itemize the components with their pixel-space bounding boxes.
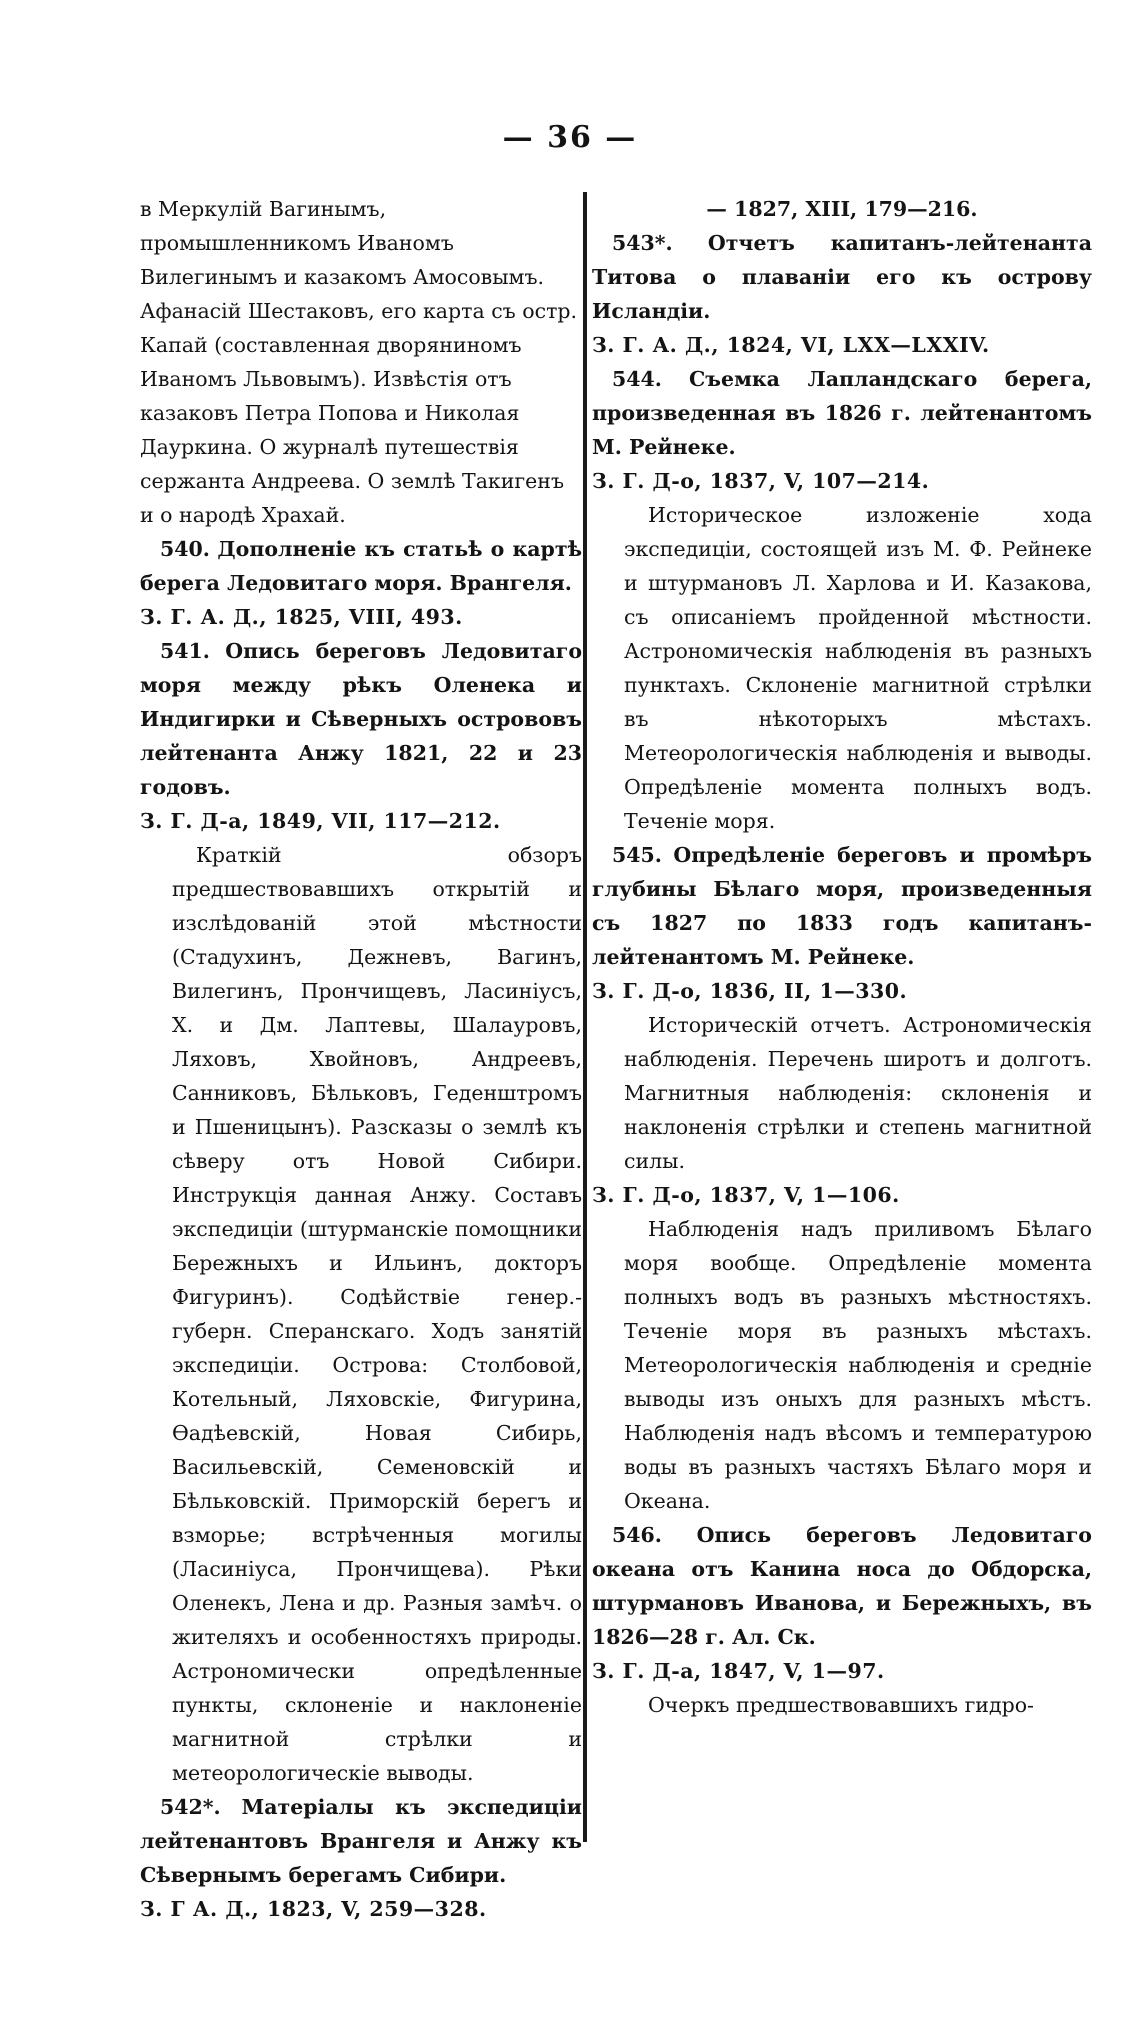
entry-541-title xyxy=(140,634,582,804)
entry-544-heading: Съемка Лапландскаго берега, произведенная въ 1826 г. лейтенантомъ М. Рейнеке. xyxy=(592,367,1092,459)
entry-540-heading: Дополненіе къ статьѣ о картѣ берега Ледовитаго моря. Врангеля. xyxy=(140,537,582,595)
entry-545-source: З. Г. Д-о, 1836, II, 1—330. xyxy=(592,979,908,1003)
entry-543-number: 543*. xyxy=(612,231,673,255)
right-lead-text: — 1827, XIII, 179—216. xyxy=(706,197,978,221)
page-number: — 36 — xyxy=(502,120,638,155)
entry-540-number: 540. xyxy=(160,537,210,561)
entry-540-title xyxy=(140,532,582,600)
entry-546-description: Очеркъ предшествовавшихъ гидро- xyxy=(648,1693,1034,1717)
entry-544-source: З. Г. Д-о, 1837, V, 107—214. xyxy=(592,469,930,493)
entry-541-source: З. Г. Д-а, 1849, VII, 117—212. xyxy=(140,809,501,833)
entry-543-source: З. Г. А. Д., 1824, VI, LXX—LXXIV. xyxy=(592,333,990,357)
column-divider xyxy=(583,192,587,1842)
entry-545-source-2: З. Г. Д-о, 1837, V, 1—106. xyxy=(592,1183,900,1207)
left-lead-text: в Меркулій Вагинымъ, промышленникомъ Иваномъ Вилегинымъ и казакомъ Амосовымъ. Афанасій Шестаковъ, его карта съ остр. Капай (составленная дворяниномъ Иваномъ Львовымъ). Извѣстія отъ казаковъ Петра Попова и Николая Дауркина. О журналѣ путешествія сержанта Андреева. О землѣ Такигенъ и о народѣ Храхай. xyxy=(140,197,578,527)
entry-540-source: З. Г. А. Д., 1825, VIII, 493. xyxy=(140,605,463,629)
entry-546-heading: Опись береговъ Ледовитаго океана отъ Канина носа до Обдорска, штурмановъ Иванова, и Бережныхъ, въ 1826—28 г. Ал. Ск. xyxy=(592,1523,1092,1649)
entry-544-title xyxy=(592,362,1092,464)
entry-546-number: 546. xyxy=(612,1523,662,1547)
entry-542-source: З. Г А. Д., 1823, V, 259—328. xyxy=(140,1897,487,1921)
entry-544-description: Историческое изложеніе хода экспедиціи, состоящей изъ М. Ф. Рейнеке и штурмановъ Л. Харлова и И. Казакова, съ описаніемъ пройденной мѣстности. Астрономическія наблюденія въ разныхъ пунктахъ. Склоненіе магнитной стрѣлки въ нѣкоторыхъ мѣстахъ. Метеорологическія наблюденія и выводы. Опредѣленіе момента полныхъ водъ. Теченіе моря. xyxy=(624,503,1092,833)
right-column xyxy=(592,192,1092,1722)
entry-542-title xyxy=(140,1790,582,1892)
entry-546-source: З. Г. Д-а, 1847, V, 1—97. xyxy=(592,1659,885,1683)
entry-542-heading: Матеріалы къ экспедиціи лейтенантовъ Врангеля и Анжу къ Сѣвернымъ берегамъ Сибири. xyxy=(140,1795,582,1887)
entry-541-number: 541. xyxy=(160,639,210,663)
entry-542-number: 542*. xyxy=(160,1795,221,1819)
entry-546-title xyxy=(592,1518,1092,1654)
entry-545-description: Историческій отчетъ. Астрономическія наблюденія. Перечень широтъ и долготъ. Магнитныя наблюденія: склоненія и наклоненія стрѣлки и степень магнитной силы. xyxy=(624,1013,1092,1173)
entry-544-number: 544. xyxy=(612,367,662,391)
entry-543-heading: Отчетъ капитанъ-лейтенанта Титова о плаваніи его къ острову Исландіи. xyxy=(592,231,1092,323)
entry-545-description-2: Наблюденія надъ приливомъ Бѣлаго моря вообще. Опредѣленіе момента полныхъ водъ въ разныхъ мѣстностяхъ. Теченіе моря въ разныхъ мѣстахъ. Метеорологическія наблюденія и средніе выводы изъ оныхъ для разныхъ мѣстъ. Наблюденія надъ вѣсомъ и температурою воды въ разныхъ частяхъ Бѣлаго моря и Океана. xyxy=(624,1217,1092,1513)
entry-541-heading: Опись береговъ Ледовитаго моря между рѣкъ Оленека и Индигирки и Сѣверныхъ острововъ лейтенанта Анжу 1821, 22 и 23 годовъ. xyxy=(140,639,582,799)
entry-545-heading: Опредѣленіе береговъ и промѣръ глубины Бѣлаго моря, произведенныя съ 1827 по 1833 годъ капитанъ-лейтенантомъ М. Рейнеке. xyxy=(592,843,1092,969)
entry-541-description: Краткій обзоръ предшествовавшихъ открытій и изслѣдованій этой мѣстности (Стадухинъ, Дежневъ, Вагинъ, Вилегинъ, Прончищевъ, Ласиніусъ, Х. и Дм. Лаптевы, Шалауровъ, Ляховъ, Хвойновъ, Андреевъ, Санниковъ, Бѣльковъ, Геденштромъ и Пшеницынъ). Разсказы о землѣ къ сѣверу отъ Новой Сибири. Инструкція данная Анжу. Составъ экспедиціи (штурманскіе помощники Бережныхъ и Ильинъ, докторъ Фигуринъ). Содѣйствіе генер.-губерн. Сперанскаго. Ходъ занятій экспедиціи. Острова: Столбовой, Котельный, Ляховскіе, Фигурина, Ѳадѣевскій, Новая Сибирь, Васильевскій, Семеновскій и Бѣльковскій. Приморскій берегъ и взморье; встрѣченныя могилы (Ласиніуса, Прончищева). Рѣки Оленекъ, Лена и др. Разныя замѣч. о жителяхъ и особенностяхъ природы. Астрономически опредѣленные пункты, склоненіе и наклоненіе магнитной стрѣлки и метеорологическіе выводы. xyxy=(172,843,582,1785)
entry-543-title xyxy=(592,226,1092,328)
entry-545-number: 545. xyxy=(612,843,662,867)
left-column xyxy=(140,192,582,1926)
entry-545-title xyxy=(592,838,1092,974)
